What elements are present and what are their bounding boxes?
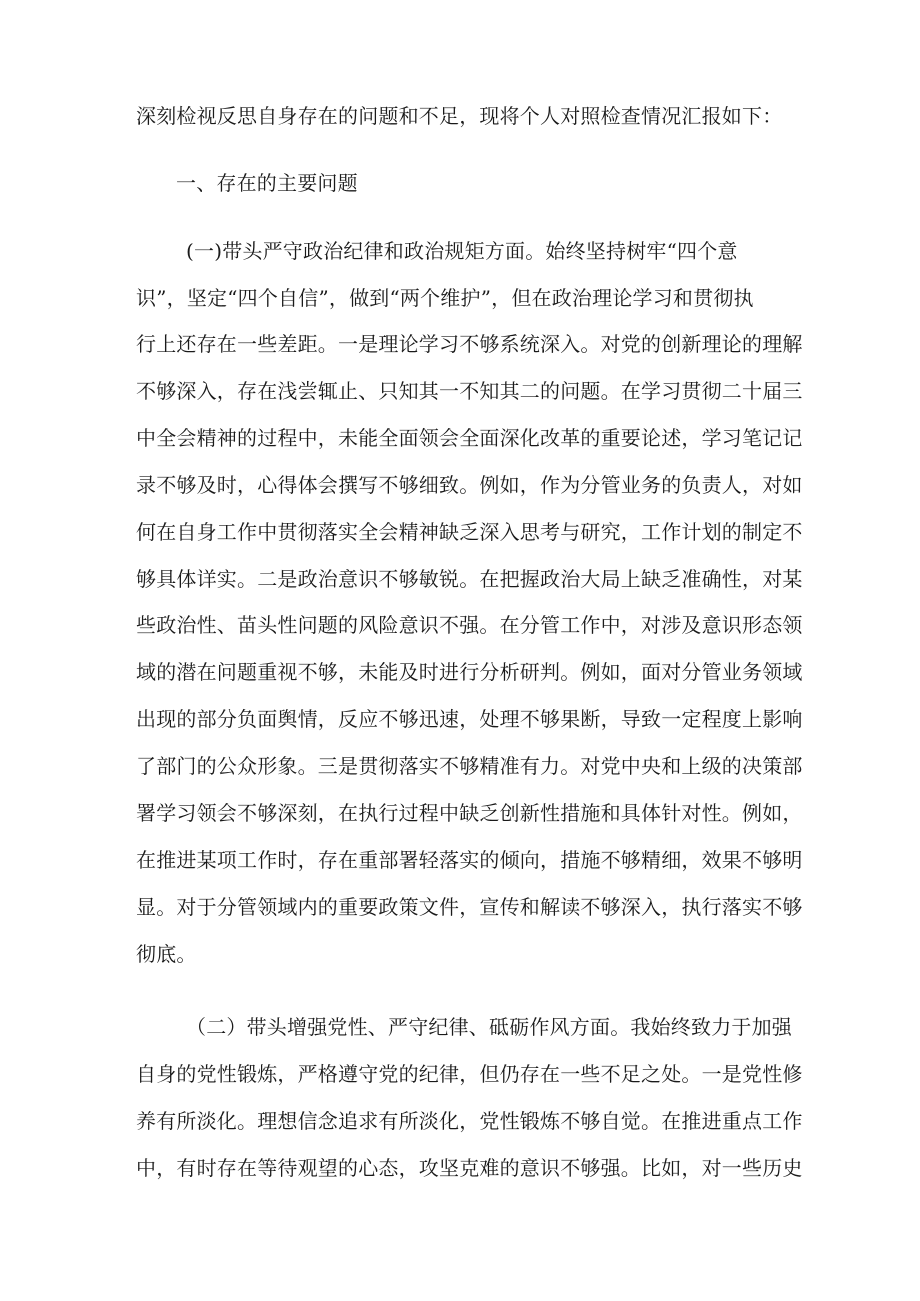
body-text-line: 够具体详实。二是政治意识不够敏锐。在把握政治大局上缺乏准确性，对某: [136, 567, 803, 591]
body-text-line: 行上还存在一些差距。一是理论学习不够系统深入。对党的创新理论的理解: [136, 332, 803, 356]
body-text-line: 自身的党性锻炼，严格遵守党的纪律，但仍存在一些不足之处。一是党性修: [136, 1062, 803, 1086]
body-text-line: 不够深入，存在浅尝辄止、只知其一不知其二的问题。在学习贯彻二十届三: [136, 379, 803, 403]
body-text-line: 显。对于分管领域内的重要政策文件，宣传和解读不够深入，执行落实不够: [136, 895, 803, 919]
body-text-line: 了部门的公众形象。三是贯彻落实不够精准有力。对党中央和上级的决策部: [136, 754, 803, 778]
section-heading: 一、存在的主要问题: [176, 171, 358, 195]
subsection-heading-line: (一)带头严守政治纪律和政治规矩方面。始终坚持树牢“四个意: [186, 239, 738, 263]
body-text-line: 彻底。: [136, 942, 197, 966]
body-text-line: 养有所淡化。理想信念追求有所淡化，党性锻炼不够自觉。在推进重点工作: [136, 1109, 803, 1133]
body-text-line: 域的潜在问题重视不够，未能及时进行分析研判。例如，面对分管业务领域: [136, 660, 803, 684]
body-text-line: 中全会精神的过程中，未能全面领会全面深化改革的重要论述，学习笔记记: [136, 426, 803, 450]
body-text-line: 中，有时存在等待观望的心态，攻坚克难的意识不够强。比如，对一些历史: [136, 1156, 803, 1180]
body-text-line: 录不够及时，心得体会撰写不够细致。例如，作为分管业务的负责人，对如: [136, 473, 803, 497]
body-text-line: 些政治性、苗头性问题的风险意识不强。在分管工作中，对涉及意识形态领: [136, 613, 803, 637]
body-text-line: 深刻检视反思自身存在的问题和不足，现将个人对照检查情况汇报如下：: [136, 104, 783, 128]
body-text-line: 何在自身工作中贯彻落实全会精神缺乏深入思考与研究，工作计划的制定不: [136, 520, 803, 544]
body-text-line: 出现的部分负面舆情，反应不够迅速，处理不够果断，导致一定程度上影响: [136, 707, 803, 731]
body-text-line: 识”，坚定“四个自信”，做到“两个维护”，但在政治理论学习和贯彻执: [136, 286, 754, 310]
body-text-line: 署学习领会不够深刻，在执行过程中缺乏创新性措施和具体针对性。例如，: [136, 801, 803, 825]
subsection-heading-line: （二）带头增强党性、严守纪律、砥砺作风方面。我始终致力于加强: [186, 1015, 792, 1039]
body-text-line: 在推进某项工作时，存在重部署轻落实的倾向，措施不够精细，效果不够明: [136, 848, 803, 872]
